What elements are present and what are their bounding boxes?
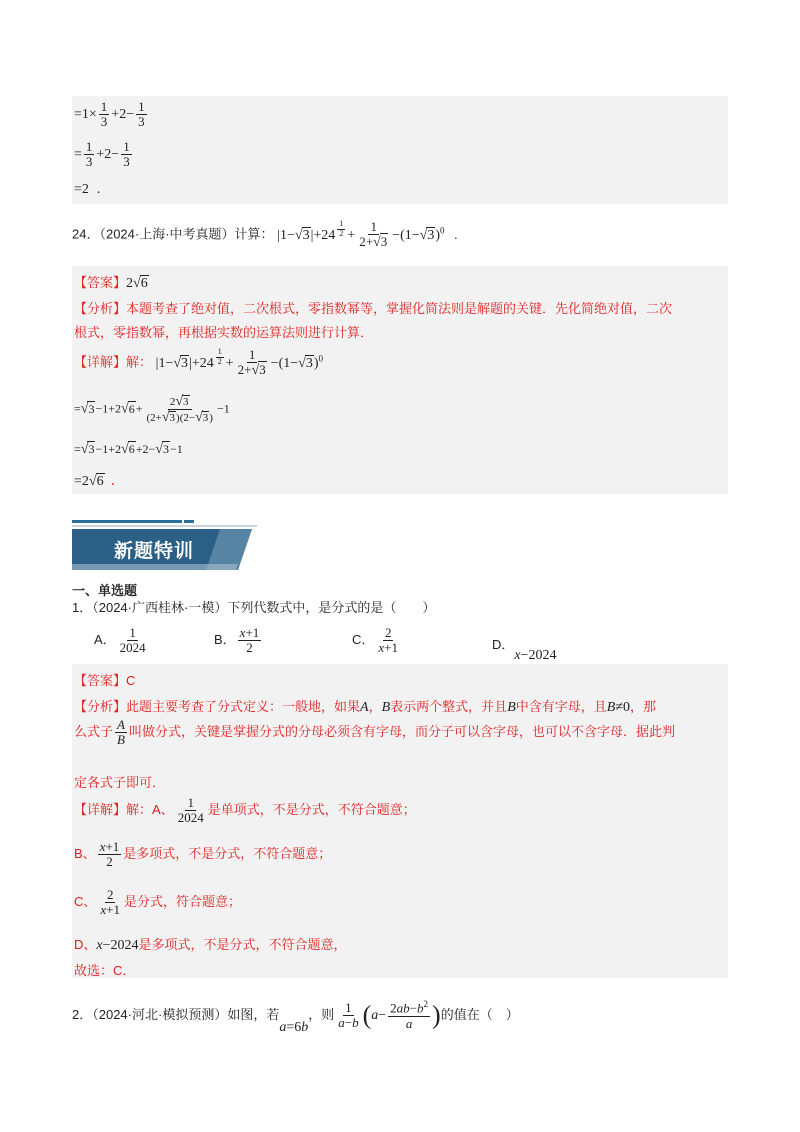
q1-answer-line: 【答案】C <box>74 673 136 688</box>
q24-analysis-line2: 根式，零指数幂，再根据实数的运算法则进行计算． <box>74 325 374 340</box>
q1-detail-d: D、x−2024是多项式，不是分式，不符合题意， <box>74 937 347 953</box>
q23-step2: = $\frac{1}{3}$ +2− $\frac{1}{3}$ <box>74 139 130 170</box>
q24-detail-step3: =2√6 ． <box>74 474 125 489</box>
q24-question: 24．（2024·上海·中考真题）计算： |1−√3|+24 $^{\frac{1}{2}}$ + $\frac{1}{2+√3}$ $-(1-√3)^0$ . <box>72 219 458 251</box>
banner-title: 新题特训 <box>114 540 195 562</box>
q23-step1: =1× $\frac{1}{3}$ +2− $\frac{1}{3}$ <box>74 99 145 130</box>
q1-detail-c: C、 $\frac{2}{x+1}$ 是分式，符合题意； <box>74 887 242 918</box>
q24-analysis-line1: 【分析】本题考查了绝对值，二次根式，零指数幂等，掌握化简法则是解题的关键．先化简绝对值，二次 <box>74 301 673 316</box>
q1-analysis-line2: 么式子 $\frac{A}{B}$ 叫做分式，关键是掌握分式的分母必须含有字母，而分子可以含字母，也可以不含字母．据此判 <box>74 717 675 748</box>
q24-answer-line: 【答案】2√6 <box>74 275 148 291</box>
q1-option-b: B． $\frac{x+1}{2}$ <box>214 625 260 656</box>
q1-conclusion: 故选：C． <box>74 963 136 978</box>
q1-detail-a: 【详解】解：A、 $\frac{1}{2024}$ 是单项式，不是分式，不符合题意； <box>74 795 416 826</box>
q23-step3: =2 . <box>74 182 101 197</box>
q24-source: （2024·上海·中考真题）计算： <box>99 226 274 242</box>
q2-stem: 2．（2024·河北·模拟预测）如图，若a=6b，则 $\frac{1}{a-b}$ (a− $\frac{2ab-b^2}{a}$ )的值在（ ） <box>72 999 519 1035</box>
q24-detail-step2: =√3−1+2√6+2−√3−1 <box>74 442 183 457</box>
q24-number: 24． <box>72 226 100 242</box>
q1-option-d: D．x−2024 <box>492 637 557 663</box>
q23-solution-box <box>72 96 728 204</box>
q1-stem: 1．（2024·广西桂林·一模）下列代数式中，是分式的是（ ） <box>72 600 436 615</box>
q1-answer-box <box>72 664 728 978</box>
q24-detail-intro: 【详解】解： |1−√3|+24 $^{\frac{1}{2}}$ + $\frac{1}{2+√3}$ $-(1-√3)^0$ <box>74 347 323 379</box>
q1-option-a: A． $\frac{1}{2024}$ <box>94 625 146 656</box>
q24-expression: |1−√3|+24 $^{\frac{1}{2}}$ + $\frac{1}{2+√3}$ $-(1-√3)^0$ <box>277 219 445 251</box>
q1-detail-b: B、 $\frac{x+1}{2}$ 是多项式，不是分式，不符合题意； <box>74 839 332 870</box>
q1-analysis-line3: 定各式子即可． <box>74 775 166 790</box>
q2-condition: a=6b <box>279 1019 309 1035</box>
section-title: 一、单选题 <box>72 583 138 598</box>
q1-option-c: C． $\frac{2}{x+1}$ <box>352 625 399 656</box>
q1-analysis-line1: 【分析】此题主要考查了分式定义：一般地，如果A，B表示两个整式，并且B中含有字母，且B≠0，那 <box>74 699 657 715</box>
q24-detail-step1: =√3−1+2√6+ $\frac{2√3}{(2+√3)(2-√3)}$ −1 <box>74 394 230 426</box>
answer-label: 【答案】 <box>74 275 127 290</box>
q24-answer-box <box>72 266 728 494</box>
